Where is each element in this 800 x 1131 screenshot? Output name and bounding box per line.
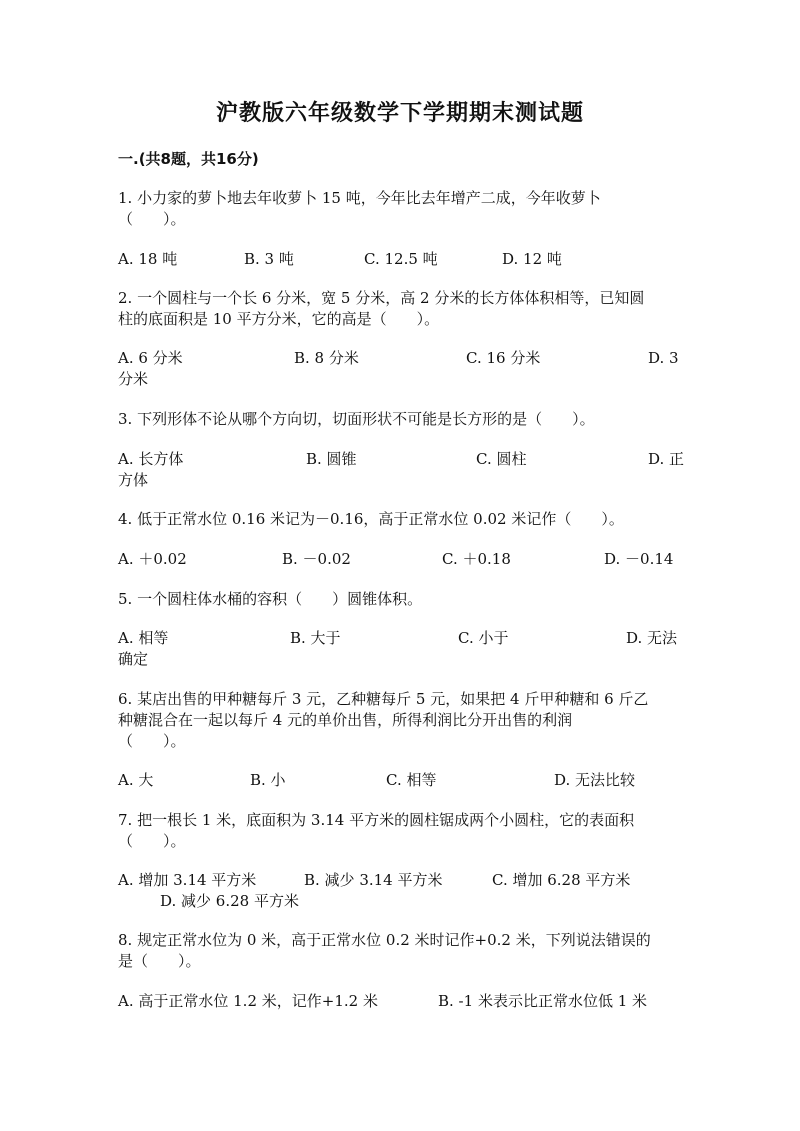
question-1 bbox=[118, 188, 678, 230]
question-6 bbox=[118, 689, 678, 752]
option-a[interactable]: A. 6 分米 bbox=[118, 349, 183, 367]
option-d[interactable]: D. 无法 bbox=[626, 629, 678, 647]
question-text: 是（ ）。 bbox=[118, 952, 201, 970]
option-b[interactable]: B. 减少 3.14 平方米 bbox=[304, 871, 443, 889]
option-c[interactable]: C. 16 分米 bbox=[466, 349, 541, 367]
question-text: 4. 低于正常水位 0.16 米记为－0.16，高于正常水位 0.02 米记作（ ）。 bbox=[118, 510, 624, 528]
option-b[interactable]: B. 小 bbox=[250, 771, 286, 789]
question-text: （ ）。 bbox=[118, 732, 186, 750]
option-d-continued: 确定 bbox=[118, 650, 149, 668]
option-a[interactable]: A. 相等 bbox=[118, 629, 169, 647]
option-b[interactable]: B. 大于 bbox=[290, 629, 341, 647]
option-c[interactable]: C. 小于 bbox=[458, 629, 509, 647]
question-4 bbox=[118, 509, 678, 530]
options-1 bbox=[118, 249, 678, 270]
question-text: 6. 某店出售的甲种糖每斤 3 元，乙种糖每斤 5 元，如果把 4 斤甲种糖和 6 斤乙 bbox=[118, 690, 649, 708]
option-c[interactable]: C. 圆柱 bbox=[476, 450, 527, 468]
options-6 bbox=[118, 770, 678, 791]
option-c[interactable]: C. 相等 bbox=[386, 771, 437, 789]
option-d[interactable]: D. －0.14 bbox=[604, 550, 674, 568]
option-d-continued: 分米 bbox=[118, 370, 149, 388]
option-d[interactable]: D. 正 bbox=[648, 450, 685, 468]
option-a[interactable]: A. 高于正常水位 1.2 米，记作+1.2 米 bbox=[118, 992, 378, 1010]
question-2 bbox=[118, 288, 678, 330]
option-d[interactable]: D. 减少 6.28 平方米 bbox=[160, 892, 299, 910]
section-heading: 一.(共8题，共16分) bbox=[118, 150, 259, 168]
question-text: 7. 把一根长 1 米，底面积为 3.14 平方米的圆柱锯成两个小圆柱，它的表面积 bbox=[118, 811, 635, 829]
option-c[interactable]: C. 12.5 吨 bbox=[364, 250, 438, 268]
option-b[interactable]: B. 8 分米 bbox=[294, 349, 359, 367]
question-text: 3. 下列形体不论从哪个方向切，切面形状不可能是长方形的是（ ）。 bbox=[118, 410, 595, 428]
question-8 bbox=[118, 930, 678, 972]
options-8 bbox=[118, 991, 678, 1012]
option-b[interactable]: B. -1 米表示比正常水位低 1 米 bbox=[438, 992, 648, 1010]
option-a[interactable]: A. 18 吨 bbox=[118, 250, 178, 268]
question-text: 种糖混合在一起以每斤 4 元的单价出售，所得利润比分开出售的利润 bbox=[118, 711, 573, 729]
option-d[interactable]: D. 无法比较 bbox=[554, 771, 636, 789]
question-5 bbox=[118, 589, 678, 610]
question-text: 1. 小力家的萝卜地去年收萝卜 15 吨，今年比去年增产二成，今年收萝卜 bbox=[118, 189, 601, 207]
option-a[interactable]: A. ＋0.02 bbox=[118, 550, 187, 568]
options-5 bbox=[118, 628, 678, 649]
option-b[interactable]: B. 3 吨 bbox=[244, 250, 294, 268]
question-text: （ ）。 bbox=[118, 832, 186, 850]
option-d-continued: 方体 bbox=[118, 471, 149, 489]
question-text: 柱的底面积是 10 平方分米，它的高是（ ）。 bbox=[118, 310, 440, 328]
question-text: （ ）。 bbox=[118, 210, 186, 228]
options-3 bbox=[118, 449, 685, 470]
question-7 bbox=[118, 810, 678, 852]
page-title: 沪教版六年级数学下学期期末测试题 bbox=[215, 101, 584, 126]
question-text: 8. 规定正常水位为 0 米，高于正常水位 0.2 米时记作+0.2 米，下列说法错误的 bbox=[118, 931, 651, 949]
options-7 bbox=[118, 870, 678, 891]
question-text: 5. 一个圆柱体水桶的容积（ ）圆锥体积。 bbox=[118, 590, 423, 608]
question-3 bbox=[118, 409, 678, 430]
option-b[interactable]: B. －0.02 bbox=[282, 550, 351, 568]
option-d[interactable]: D. 12 吨 bbox=[502, 250, 562, 268]
option-c[interactable]: C. ＋0.18 bbox=[442, 550, 511, 568]
option-d[interactable]: D. 3 bbox=[648, 349, 679, 367]
question-text: 2. 一个圆柱与一个长 6 分米，宽 5 分米，高 2 分米的长方体体积相等，已知圆 bbox=[118, 289, 645, 307]
option-b[interactable]: B. 圆锥 bbox=[306, 450, 357, 468]
options-2 bbox=[118, 348, 678, 369]
option-c[interactable]: C. 增加 6.28 平方米 bbox=[492, 871, 631, 889]
option-a[interactable]: A. 长方体 bbox=[118, 450, 184, 468]
options-4 bbox=[118, 549, 678, 570]
option-a[interactable]: A. 大 bbox=[118, 771, 154, 789]
option-a[interactable]: A. 增加 3.14 平方米 bbox=[118, 871, 257, 889]
